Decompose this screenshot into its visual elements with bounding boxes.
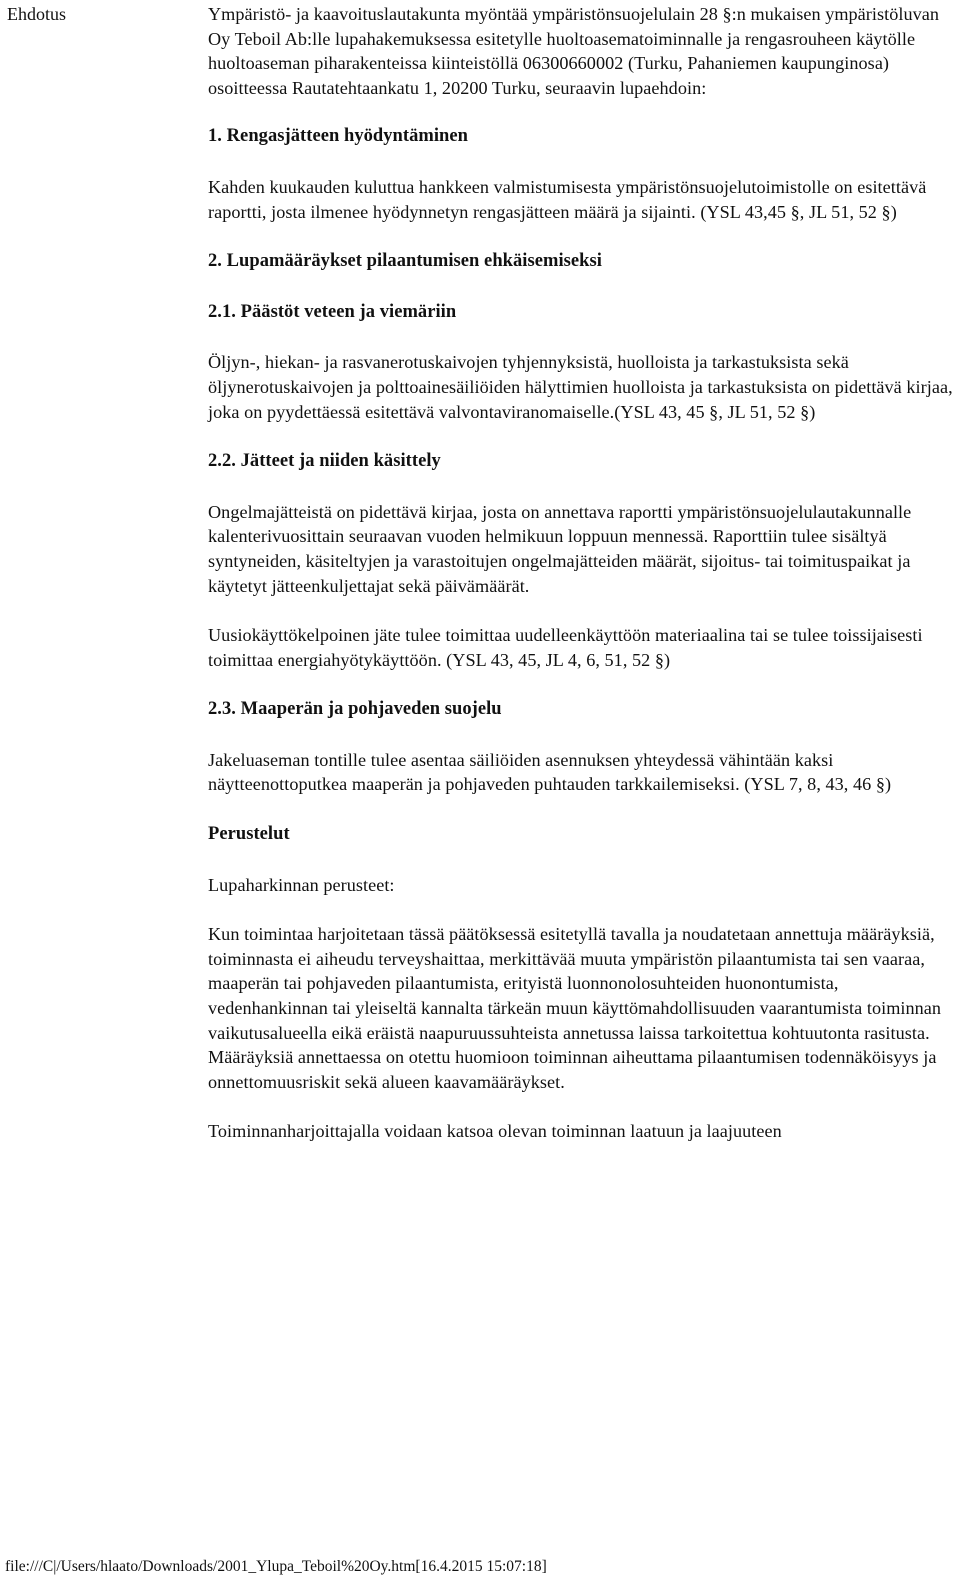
section-2-2-body-1: Ongelmajätteistä on pidettävä kirjaa, josta on annettava raportti ympäristönsuojelulautakunnalle kalenterivuosittain seuraavan vuoden helmikuun loppuun mennessä. Raporttiin tulee sisältyä syntyneiden, käsiteltyjen ja varastoitujen ongelmajätteiden määrät, sijoitus- tai toimituspaikat ja käytetyt jätteenkuljettajat sekä päivämäärät.	[208, 501, 912, 596]
section-1-heading: 1. Rengasjätteen hyödyntäminen	[208, 126, 468, 147]
section-2-heading: 2. Lupamääräykset pilaantumisen ehkäisemiseksi	[208, 251, 602, 272]
perustelut-body-1: Kun toimintaa harjoitetaan tässä päätöksessä esitetyllä tavalla ja noudatetaan annettuja määräyksiä, toiminnasta ei aiheudu terveyshaittaa, merkittävää muuta ympäristön pilaantumista tai sen vaaraa, maaperän tai pohjaveden pilaantumista, erityistä luonnonolosuhteiden huonontumista, vedenhankinnan tai yleiseltä kannalta tärkeän muun käyttömahdollisuuden vaarantumista toiminnan vaikutusalueella eikä eräistä naapuruussuhteista annetussa laissa tarkoitettua kohtuutonta rasitusta. Määräyksiä annettaessa on otettu huomioon toiminnan aiheuttama pilaantumisen todennäköisyys ja onnettomuusriskit sekä alueen kaavamääräykset.	[208, 924, 942, 1092]
section-2-2-body-2: Uusiokäyttökelpoinen jäte tulee toimittaa uudelleenkäyttöön materiaalina tai se tulee toissijaisesti toimittaa energiahyötykäyttöön. (YSL 43, 45, JL 4, 6, 51, 52 §)	[208, 625, 923, 670]
perustelut-subheading: Lupaharkinnan perusteet:	[208, 874, 395, 895]
section-1-body: Kahden kuukauden kuluttua hankkeen valmistumisesta ympäristönsuojelutoimistolle on esitettävä raportti, josta ilmenee hyödynnetyn rengasjätteen määrä ja sijainti. (YSL 43,45 §, JL 51, 52 §)	[208, 176, 927, 222]
section-2-1-body: Öljyn-, hiekan- ja rasvanerotuskaivojen tyhjennyksistä, huolloista ja tarkastuksista sekä öljynerotuskaivojen ja polttoainesäiliöiden hälyttimien huolloista ja tarkastuksista on pidettävä kirjaa, joka on pyydettäessä esitettävä valvontaviranomaiselle.(YSL 43, 45 §, JL 51, 52 §)	[208, 352, 953, 422]
intro-paragraph: Ympäristö- ja kaavoituslautakunta myöntää ympäristönsuojelulain 28 §:n mukaisen ympäristöluvan Oy Teboil Ab:lle lupahakemuksessa esitetylle huoltoasematoiminnalle ja rengasrouheen käytölle huoltoaseman piharakenteissa kiinteistöllä 06300660002 (Turku, Pahaniemen kaupunginosa) osoitteessa Rautatehtaankatu 1, 20200 Turku, seuraavin lupaehdoin:	[208, 4, 940, 98]
file-path-footer: file:///C|/Users/hlaato/Downloads/2001_Ylupa_Teboil%20Oy.htm[16.4.2015 15:07:18]	[5, 1558, 547, 1575]
section-2-2-heading: 2.2. Jätteet ja niiden käsittely	[208, 451, 441, 472]
side-label: Ehdotus	[7, 4, 67, 24]
section-2-3-heading: 2.3. Maaperän ja pohjaveden suojelu	[208, 699, 502, 720]
document-body	[208, 2, 956, 1144]
perustelut-body-2: Toiminnanharjoittajalla voidaan katsoa olevan toiminnan laatuun ja laajuuteen	[208, 1121, 782, 1142]
section-2-1-heading: 2.1. Päästöt veteen ja viemäriin	[208, 301, 457, 322]
perustelut-heading: Perustelut	[208, 824, 290, 845]
section-2-3-body: Jakeluaseman tontille tulee asentaa säiliöiden asennuksen yhteydessä vähintään kaksi näytteenottoputkea maaperän ja pohjaveden puhtauden tarkkailemiseksi. (YSL 7, 8, 43, 46 §)	[208, 749, 892, 795]
